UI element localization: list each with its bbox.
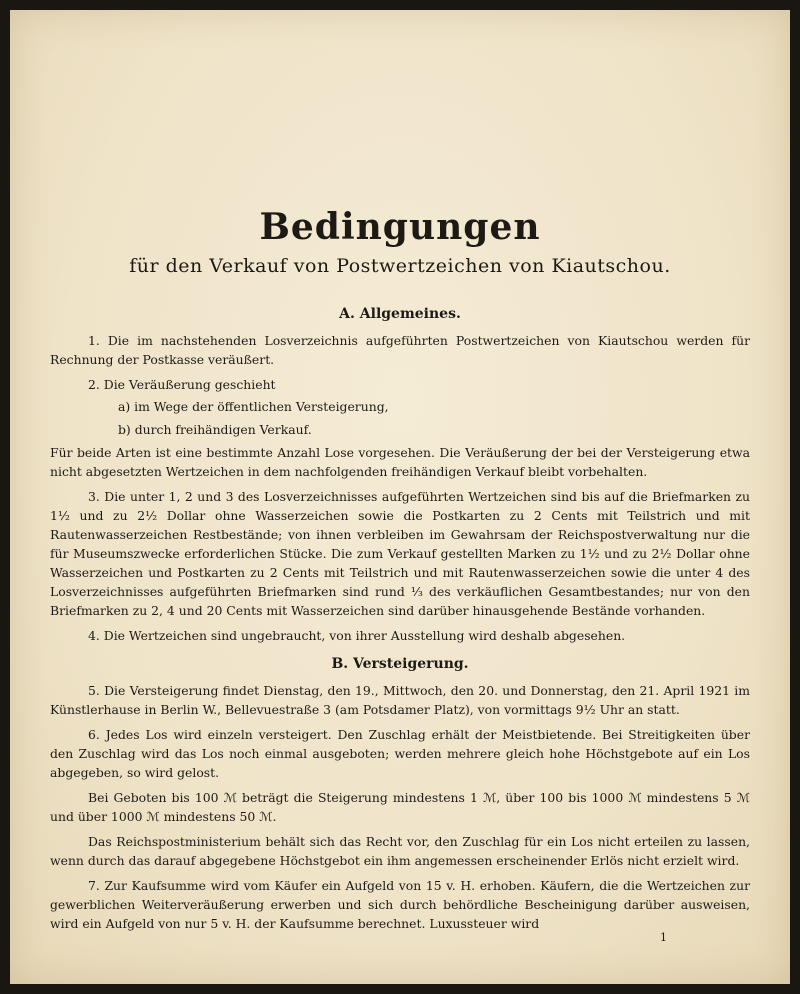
page-title: Bedingungen bbox=[259, 206, 541, 248]
document-page bbox=[10, 10, 790, 984]
paragraph-4: 4. Die Wertzeichen sind ungebraucht, von ihrer Ausstellung wird deshalb abgesehen. bbox=[88, 628, 626, 643]
paragraph-6: 6. Jedes Los wird einzeln versteigert. Den Zuschlag erhält der Meistbietende. Bei Streitigkeiten über den Zuschlag wird das Los noch einmal ausgeboten; werden mehrere gleich hohe Höchstgebote auf ein Los abgegeben, so wird gelost. bbox=[50, 727, 750, 780]
paragraph-6c: Das Reichspostministerium behält sich das Recht vor, den Zuschlag für ein Los nicht erteilen zu lassen, wenn durch das darauf abgegebene Höchstgebot ein ihm angemessen erscheinender Erlös nicht erzielt wird. bbox=[50, 834, 750, 868]
paragraph-1: 1. Die im nachstehenden Losverzeichnis aufgeführten Postwertzeichen von Kiautschou werden für Rechnung der Postkasse veräußert. bbox=[50, 333, 750, 367]
section-b-heading: B. Versteigerung. bbox=[331, 656, 469, 672]
paragraph-5: 5. Die Versteigerung findet Dienstag, den 19., Mittwoch, den 20. und Donnerstag, den 21. April 1921 im Künstlerhause in Berlin W., Bellevuestraße 3 (am Potsdamer Platz), von vormittags 9½ Uhr an statt. bbox=[50, 683, 750, 717]
paragraph-6b: Bei Geboten bis 100 ℳ beträgt die Steigerung mindestens 1 ℳ, über 100 bis 1000 ℳ mindestens 5 ℳ und über 1000 ℳ mindestens 50 ℳ. bbox=[50, 790, 750, 824]
paragraph-7: 7. Zur Kaufsumme wird vom Käufer ein Aufgeld von 15 v. H. erhoben. Käufern, die die Wertzeichen zur gewerblichen Weiterveräußerung erwerben und sich durch behördliche Bescheinigung darüber ausweisen, wird ein Aufgeld von nur 5 v. H. der Kaufsumme berechnet. Luxussteuer wird bbox=[50, 878, 750, 931]
paragraph-2a: a) im Wege der öffentlichen Versteigerung, bbox=[118, 399, 389, 414]
section-a-heading: A. Allgemeines. bbox=[339, 306, 461, 322]
paragraph-2b: b) durch freihändigen Verkauf. bbox=[118, 422, 312, 437]
paragraph-2c: Für beide Arten ist eine bestimmte Anzahl Lose vorgesehen. Die Veräußerung der bei der Versteigerung etwa nicht abgesetzten Wertzeichen in dem nachfolgenden freihändigen Verkauf bleibt vorbehalten. bbox=[50, 445, 750, 479]
section-b-body bbox=[50, 681, 750, 939]
section-a-body bbox=[50, 331, 750, 651]
paragraph-3: 3. Die unter 1, 2 und 3 des Losverzeichnisses aufgeführten Wertzeichen sind bis auf die Briefmarken zu 1½ und zu 2½ Dollar ohne Wasserzeichen sowie die Postkarten zu 2 Cents mit Teilstrich und mit Rautenwasserzeichen Restbestände; von ihnen verbleiben im Gewahrsam der Reichspostverwaltung nur die für Museumszwecke erforderlichen Stücke. Die zum Verkauf gestellten Marken zu 1½ und zu 2½ Dollar ohne Wasserzeichen und Postkarten zu 2 Cents mit Teilstrich und mit Rautenwasserzeichen sowie die unter 4 des Losverzeichnisses aufgeführten Briefmarken sind rund ⅓ des verkäuflichen Gesamtbestandes; nur von den Briefmarken zu 2, 4 und 20 Cents mit Wasserzeichen sind darüber hinausgehende Bestände vorhanden. bbox=[50, 489, 750, 618]
paragraph-2: 2. Die Veräußerung geschieht bbox=[88, 377, 276, 392]
page-number: 1 bbox=[660, 931, 667, 944]
page-subtitle: für den Verkauf von Postwertzeichen von Kiautschou. bbox=[129, 255, 671, 277]
